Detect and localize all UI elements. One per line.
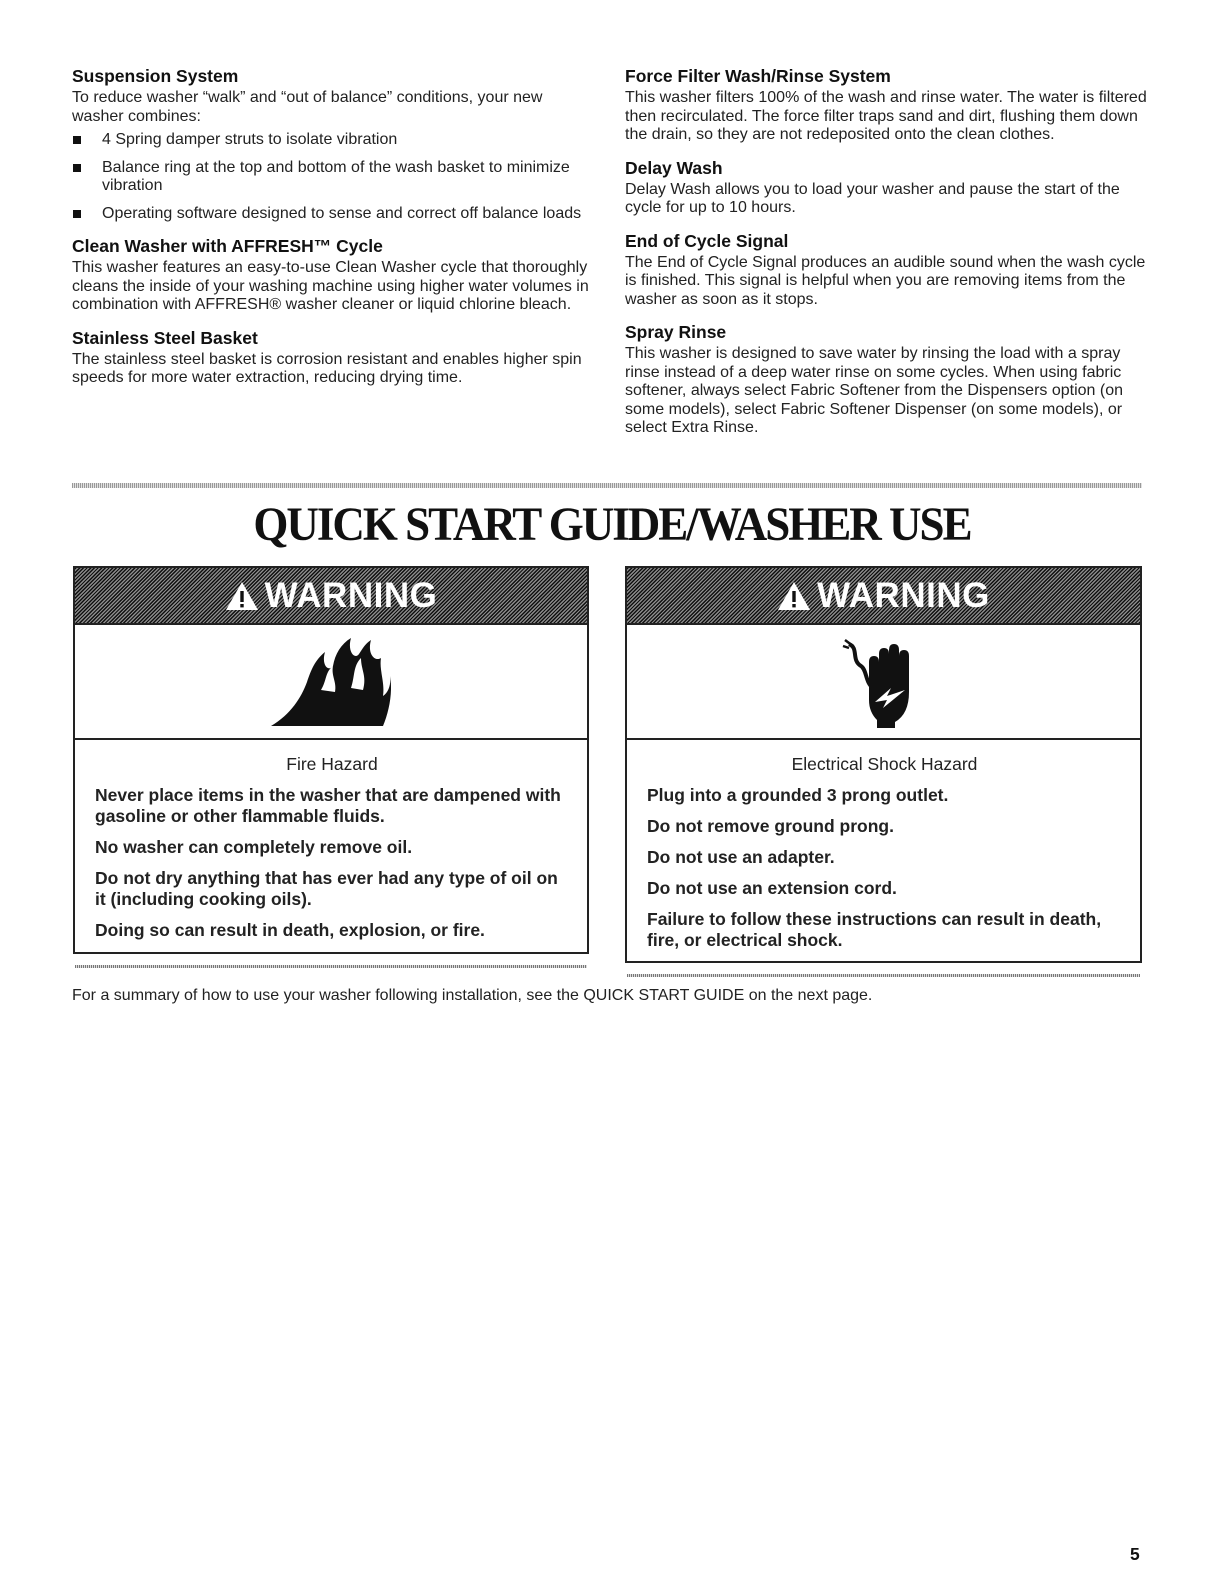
section-intro: To reduce washer “walk” and “out of balance” conditions, your new washer combines:: [72, 89, 543, 125]
divider: [72, 483, 1142, 488]
section-heading: End of Cycle Signal: [625, 230, 789, 251]
bullet-square-icon: [73, 210, 81, 218]
delay-wash-section: [625, 158, 1150, 218]
footer-note: For a summary of how to use your washer following installation, see the QUICK START GUIDE on the next page.: [72, 987, 873, 1004]
end-of-cycle-section: [625, 231, 1150, 310]
section-body: This washer filters 100% of the wash and rinse water. The water is filtered then recirculated. The force filter traps sand and dirt, flushing them down the drain, so they are not redeposited onto the clean clothes.: [625, 89, 1147, 143]
suspension-section: [72, 66, 592, 223]
left-column: [72, 66, 592, 401]
warning-label: WARNING: [817, 575, 990, 615]
bullet-list: [72, 131, 592, 223]
warning-pictogram: [627, 625, 1140, 740]
warning-header: [75, 568, 587, 625]
fire-icon: [271, 636, 391, 728]
section-body: The stainless steel basket is corrosion resistant and enables higher spin speeds for more water extraction, reducing drying time.: [72, 350, 582, 386]
warning-pictogram: [75, 625, 587, 740]
warning-line: Never place items in the washer that are dampened with gasoline or other flammable fluids.: [95, 785, 561, 826]
fire-warning-box: [73, 566, 589, 954]
alert-triangle-icon: [225, 581, 259, 611]
section-body: This washer is designed to save water by rinsing the load with a spray rinse instead of a deep water rinse on some cycles. When using fabric softener, always select Fabric Softener from the Dispensers option (on some models), select Fabric Softener Dispenser (on some models), or select Extra Rinse.: [625, 345, 1124, 436]
section-heading: Force Filter Wash/Rinse System: [625, 66, 891, 86]
warning-line: Doing so can result in death, explosion, or fire.: [95, 920, 485, 940]
bullet-square-icon: [73, 136, 81, 144]
alert-triangle-icon: [777, 581, 811, 611]
section-heading: Delay Wash: [625, 157, 723, 178]
clean-washer-section: [72, 236, 592, 315]
warning-line: Do not dry anything that has ever had any type of oil on it (including cooking oils).: [95, 868, 558, 909]
hazard-title: Electrical Shock Hazard: [791, 754, 978, 774]
spray-rinse-section: [625, 322, 1150, 438]
page-title: QUICK START GUIDE/WASHER USE: [253, 497, 971, 551]
warning-line: Plug into a grounded 3 prong outlet.: [647, 785, 949, 805]
warning-header: [627, 568, 1140, 625]
warning-line: Do not use an extension cord.: [647, 878, 897, 898]
warning-body: [75, 754, 587, 968]
section-heading: Suspension System: [72, 66, 239, 86]
stainless-section: [72, 328, 592, 388]
electric-shock-hand-icon: [839, 634, 929, 730]
warning-line: Failure to follow these instructions can result in death, fire, or electrical shock.: [647, 909, 1102, 950]
page-number: 5: [1130, 1544, 1140, 1564]
list-item: Balance ring at the top and bottom of the wash basket to minimize vibration: [72, 159, 592, 196]
section-heading: Spray Rinse: [625, 322, 727, 342]
bullet-square-icon: [73, 164, 81, 172]
section-body: This washer features an easy-to-use Clean Washer cycle that thoroughly cleans the inside of your washing machine using higher water volumes in combination with AFFRESH® washer cleaner or liquid chlorine bleach.: [72, 259, 589, 313]
section-body: Delay Wash allows you to load your washer and pause the start of the cycle for up to 10 hours.: [625, 180, 1120, 216]
list-item: 4 Spring damper struts to isolate vibration: [72, 131, 592, 150]
force-filter-section: [625, 66, 1150, 145]
section-heading: Stainless Steel Basket: [72, 327, 258, 348]
list-item: Operating software designed to sense and correct off balance loads: [72, 205, 592, 224]
warning-label: WARNING: [264, 575, 438, 615]
shock-warning-box: [625, 566, 1142, 963]
warning-line: No washer can completely remove oil.: [95, 837, 413, 857]
warning-body: [627, 754, 1140, 977]
right-column: [625, 66, 1150, 451]
section-body: The End of Cycle Signal produces an audible sound when the wash cycle is finished. This signal is helpful when you are removing items from the washer as soon as it stops.: [625, 253, 1146, 308]
warning-line: Do not remove ground prong.: [647, 816, 894, 836]
warning-line: Do not use an adapter.: [647, 847, 835, 867]
section-heading: Clean Washer with AFFRESH™ Cycle: [72, 236, 383, 256]
hazard-title: Fire Hazard: [286, 754, 378, 774]
